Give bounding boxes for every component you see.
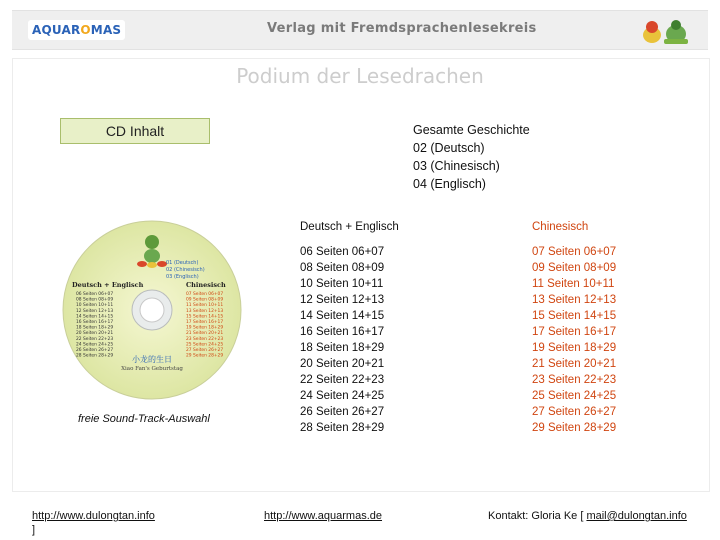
track-row: 13 Seiten 12+13 bbox=[532, 294, 617, 306]
track-row: 19 Seiten 18+29 bbox=[532, 342, 617, 354]
disc-list-item: 16 Seiten 16+17 bbox=[76, 320, 114, 325]
track-row: 22 Seiten 22+23 bbox=[300, 374, 385, 386]
disc-list-item: 11 Seiten 10+11 bbox=[186, 303, 224, 309]
disc-list-item: 26 Seiten 26+27 bbox=[76, 348, 114, 353]
disc-list-item: 25 Seiten 24+25 bbox=[186, 342, 224, 348]
contact-prefix: Kontakt: Gloria Ke [ bbox=[488, 510, 587, 522]
dulongtan-link[interactable]: http://www.dulongtan.info bbox=[32, 510, 155, 522]
disc-right-heading: Chinesisch bbox=[186, 281, 226, 289]
disc-track-line: 03 (Englisch) bbox=[166, 274, 199, 280]
disc-list-item: 18 Seiten 18+29 bbox=[76, 325, 114, 331]
disc-list-item: 20 Seiten 20+21 bbox=[76, 331, 114, 337]
disc-left-heading: Deutsch + Englisch bbox=[72, 281, 144, 289]
disc-list-item: 06 Seiten 06+07 bbox=[76, 292, 114, 297]
chinese-column bbox=[532, 221, 616, 436]
disc-list-item: 19 Seiten 18+29 bbox=[186, 325, 224, 331]
track-row: 18 Seiten 18+29 bbox=[300, 342, 385, 354]
track-row: 09 Seiten 08+09 bbox=[532, 262, 617, 274]
summary-list bbox=[413, 121, 530, 193]
summary-line: Gesamte Geschichte bbox=[413, 123, 530, 137]
aquarmas-link[interactable]: http://www.aquarmas.de bbox=[264, 510, 383, 522]
column-header-chinesisch: Chinesisch bbox=[532, 221, 589, 233]
track-row: 23 Seiten 22+23 bbox=[532, 374, 617, 386]
contact-email-link[interactable]: mail@dulongtan.info bbox=[586, 510, 687, 522]
disc-list-item: 14 Seiten 14+15 bbox=[76, 314, 114, 320]
track-row: 11 Seiten 10+11 bbox=[532, 278, 615, 290]
disc-list-item: 07 Seiten 06+07 bbox=[186, 292, 224, 297]
track-row: 28 Seiten 28+29 bbox=[300, 422, 385, 434]
track-row: 06 Seiten 06+07 bbox=[300, 246, 385, 258]
disc-subtitle: Xiao Fan's Geburtstag bbox=[121, 366, 183, 372]
disc-list-item: 21 Seiten 20+21 bbox=[186, 331, 224, 337]
summary-line: 03 (Chinesisch) bbox=[413, 159, 500, 173]
column-header-de-en: Deutsch + Englisch bbox=[300, 221, 399, 233]
track-row: 16 Seiten 16+17 bbox=[300, 326, 385, 338]
disc-list-item: 22 Seiten 22+23 bbox=[76, 336, 114, 342]
disc-list-item: 13 Seiten 12+13 bbox=[186, 308, 224, 314]
track-row: 12 Seiten 12+13 bbox=[300, 294, 385, 306]
track-row: 24 Seiten 24+25 bbox=[300, 390, 385, 402]
cd-disc-image bbox=[62, 220, 242, 400]
track-row: 17 Seiten 16+17 bbox=[532, 326, 617, 338]
disc-list-item: 24 Seiten 24+25 bbox=[76, 342, 114, 348]
track-row: 08 Seiten 08+09 bbox=[300, 262, 385, 274]
dragon-characters-icon bbox=[640, 17, 692, 45]
track-row: 26 Seiten 26+27 bbox=[300, 406, 385, 418]
track-row: 10 Seiten 10+11 bbox=[300, 278, 384, 290]
disc-list-item: 09 Seiten 08+09 bbox=[186, 297, 224, 303]
footer-bracket: ] bbox=[32, 524, 36, 536]
disc-list-item: 15 Seiten 14+15 bbox=[186, 314, 224, 320]
disc-chinese-title: 小龙的生日 bbox=[132, 355, 172, 364]
disc-list-item: 28 Seiten 28+29 bbox=[76, 353, 114, 359]
track-row: 21 Seiten 20+21 bbox=[532, 358, 617, 370]
cd-inhalt-box: CD Inhalt bbox=[60, 118, 210, 144]
disc-list-item: 12 Seiten 12+13 bbox=[76, 308, 114, 314]
header-band bbox=[12, 10, 708, 50]
track-row: 07 Seiten 06+07 bbox=[532, 246, 617, 258]
disc-list-item: 27 Seiten 26+27 bbox=[186, 348, 224, 353]
track-row: 14 Seiten 14+15 bbox=[300, 310, 385, 322]
contact-line bbox=[488, 510, 687, 522]
sound-track-caption: freie Sound-Track-Auswahl bbox=[78, 413, 210, 425]
header-title: Verlag mit Fremdsprachenlesekreis bbox=[267, 21, 537, 36]
track-row: 20 Seiten 20+21 bbox=[300, 358, 385, 370]
track-row: 15 Seiten 14+15 bbox=[532, 310, 617, 322]
summary-line: 02 (Deutsch) bbox=[413, 141, 485, 155]
track-row: 25 Seiten 24+25 bbox=[532, 390, 617, 402]
summary-line: 04 (Englisch) bbox=[413, 177, 486, 191]
disc-track-line: 01 (Deutsch) bbox=[166, 260, 199, 266]
main-title: Podium der Lesedrachen bbox=[236, 64, 484, 88]
aquarmas-logo[interactable]: AQUAROMAS bbox=[28, 20, 125, 40]
disc-list-item: 10 Seiten 10+11 bbox=[76, 303, 114, 309]
disc-list-item: 23 Seiten 22+23 bbox=[186, 336, 224, 342]
disc-list-item: 08 Seiten 08+09 bbox=[76, 297, 114, 303]
disc-list-item: 17 Seiten 16+17 bbox=[186, 320, 224, 325]
track-row: 29 Seiten 28+29 bbox=[532, 422, 617, 434]
disc-track-line: 02 (Chinesisch) bbox=[166, 267, 205, 273]
german-english-column bbox=[300, 221, 399, 436]
disc-list-item: 29 Seiten 28+29 bbox=[186, 353, 224, 359]
track-row: 27 Seiten 26+27 bbox=[532, 406, 617, 418]
